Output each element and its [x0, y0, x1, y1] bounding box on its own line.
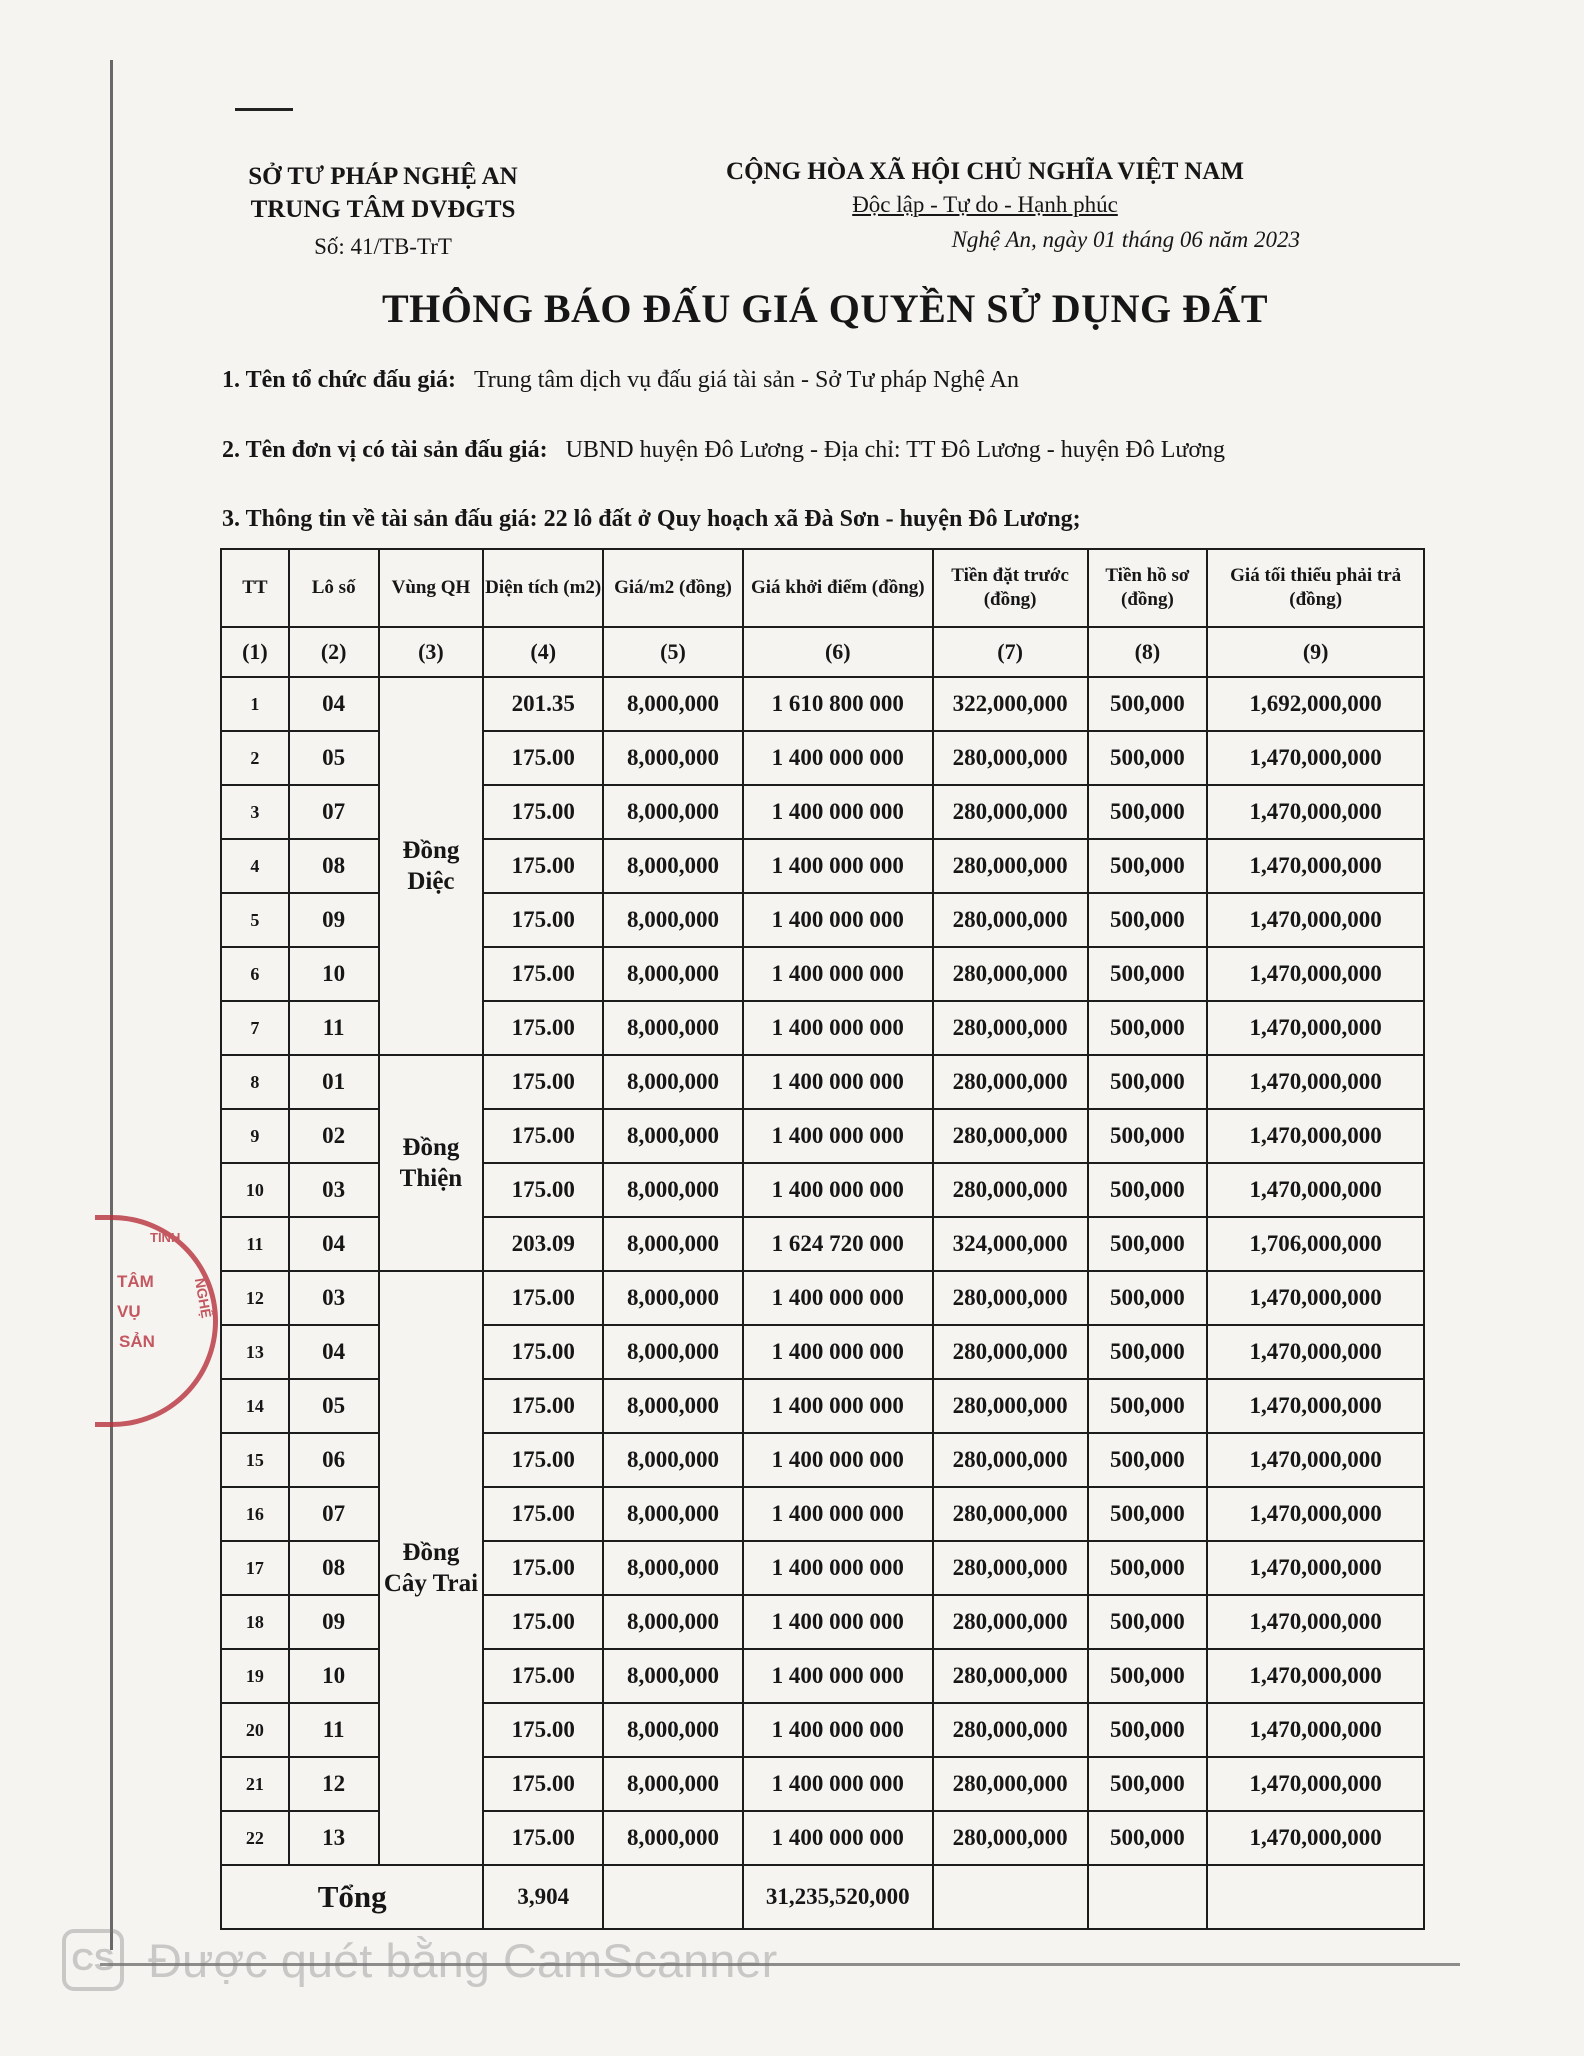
row-min-payment: 1,470,000,000: [1207, 1487, 1424, 1541]
row-lot-number: 02: [289, 1109, 379, 1163]
row-file-fee: 500,000: [1088, 893, 1208, 947]
row-tt: 3: [221, 785, 289, 839]
total-empty-cell: [933, 1865, 1088, 1929]
row-tt: 13: [221, 1325, 289, 1379]
row-tt: 8: [221, 1055, 289, 1109]
row-file-fee: 500,000: [1088, 1109, 1208, 1163]
row-file-fee: 500,000: [1088, 785, 1208, 839]
row-lot-number: 06: [289, 1433, 379, 1487]
row-deposit: 280,000,000: [933, 1001, 1088, 1055]
row-min-payment: 1,470,000,000: [1207, 947, 1424, 1001]
row-file-fee: 500,000: [1088, 1757, 1208, 1811]
row-lot-number: 01: [289, 1055, 379, 1109]
row-min-payment: 1,470,000,000: [1207, 893, 1424, 947]
row-price-per-m2: 8,000,000: [603, 677, 743, 731]
row-start-price: 1 400 000 000: [743, 947, 933, 1001]
row-price-per-m2: 8,000,000: [603, 1433, 743, 1487]
row-price-per-m2: 8,000,000: [603, 731, 743, 785]
row-tt: 18: [221, 1595, 289, 1649]
row-deposit: 280,000,000: [933, 1325, 1088, 1379]
row-start-price: 1 400 000 000: [743, 1541, 933, 1595]
row-tt: 9: [221, 1109, 289, 1163]
row-deposit: 322,000,000: [933, 677, 1088, 731]
column-index: (4): [483, 627, 603, 677]
row-start-price: 1 400 000 000: [743, 1757, 933, 1811]
total-empty-cell: [1207, 1865, 1424, 1929]
watermark-text: Được quét bằng CamScanner: [148, 1933, 778, 1987]
row-area: 175.00: [483, 1055, 603, 1109]
column-index: (5): [603, 627, 743, 677]
row-tt: 12: [221, 1271, 289, 1325]
row-min-payment: 1,470,000,000: [1207, 1109, 1424, 1163]
issuer-header: [218, 160, 548, 263]
info-label: 3. Thông tin về tài sản đấu giá: 22 lô đất ở Quy hoạch xã Đà Sơn - huyện Đô Lương;: [222, 506, 1081, 532]
row-file-fee: 500,000: [1088, 1595, 1208, 1649]
stamp-text: TÂM: [117, 1272, 154, 1291]
row-min-payment: 1,470,000,000: [1207, 1649, 1424, 1703]
row-lot-number: 03: [289, 1163, 379, 1217]
header-tt: TT: [221, 549, 289, 627]
total-empty-cell: [603, 1865, 743, 1929]
row-area: 175.00: [483, 893, 603, 947]
row-tt: 14: [221, 1379, 289, 1433]
row-deposit: 280,000,000: [933, 1109, 1088, 1163]
info-line-organizer: [222, 367, 1019, 394]
planning-zone-cell: Đồng Cây Trai: [379, 1271, 484, 1865]
row-price-per-m2: 8,000,000: [603, 1217, 743, 1271]
column-index-row: [221, 627, 1424, 677]
total-start-price: 31,235,520,000: [743, 1865, 933, 1929]
row-start-price: 1 400 000 000: [743, 1703, 933, 1757]
info-value: UBND huyện Đô Lương - Địa chỉ: TT Đô Lương - huyện Đô Lương: [565, 437, 1226, 463]
row-file-fee: 500,000: [1088, 1217, 1208, 1271]
info-line-asset: [222, 506, 1081, 533]
row-lot-number: 04: [289, 1217, 379, 1271]
total-row: [221, 1865, 1424, 1929]
row-start-price: 1 400 000 000: [743, 1055, 933, 1109]
header-planning-zone: Vùng QH: [379, 549, 484, 627]
row-start-price: 1 400 000 000: [743, 1163, 933, 1217]
row-deposit: 280,000,000: [933, 1811, 1088, 1865]
row-lot-number: 11: [289, 1001, 379, 1055]
row-area: 175.00: [483, 947, 603, 1001]
header-start-price: Giá khởi điểm (đồng): [743, 549, 933, 627]
row-file-fee: 500,000: [1088, 1487, 1208, 1541]
row-min-payment: 1,470,000,000: [1207, 1001, 1424, 1055]
row-lot-number: 04: [289, 677, 379, 731]
row-tt: 1: [221, 677, 289, 731]
row-start-price: 1 400 000 000: [743, 1487, 933, 1541]
row-price-per-m2: 8,000,000: [603, 1271, 743, 1325]
row-min-payment: 1,470,000,000: [1207, 1271, 1424, 1325]
row-file-fee: 500,000: [1088, 1055, 1208, 1109]
row-start-price: 1 400 000 000: [743, 1649, 933, 1703]
column-index: (1): [221, 627, 289, 677]
row-deposit: 280,000,000: [933, 1379, 1088, 1433]
row-deposit: 280,000,000: [933, 1487, 1088, 1541]
row-area: 175.00: [483, 1649, 603, 1703]
row-price-per-m2: 8,000,000: [603, 1325, 743, 1379]
row-min-payment: 1,706,000,000: [1207, 1217, 1424, 1271]
row-price-per-m2: 8,000,000: [603, 839, 743, 893]
row-lot-number: 07: [289, 785, 379, 839]
header-min-payment: Giá tối thiểu phải trả (đồng): [1207, 549, 1424, 627]
row-price-per-m2: 8,000,000: [603, 1379, 743, 1433]
column-index: (2): [289, 627, 379, 677]
row-min-payment: 1,470,000,000: [1207, 731, 1424, 785]
row-price-per-m2: 8,000,000: [603, 1595, 743, 1649]
row-min-payment: 1,470,000,000: [1207, 785, 1424, 839]
row-start-price: 1 400 000 000: [743, 785, 933, 839]
row-area: 175.00: [483, 839, 603, 893]
row-area: 175.00: [483, 1163, 603, 1217]
row-area: 175.00: [483, 1541, 603, 1595]
header-area: Diện tích (m2): [483, 549, 603, 627]
table-row: [221, 1055, 1424, 1109]
row-lot-number: 09: [289, 893, 379, 947]
row-deposit: 324,000,000: [933, 1217, 1088, 1271]
row-lot-number: 07: [289, 1487, 379, 1541]
row-deposit: 280,000,000: [933, 1433, 1088, 1487]
row-min-payment: 1,470,000,000: [1207, 1379, 1424, 1433]
table-row: [221, 677, 1424, 731]
row-min-payment: 1,470,000,000: [1207, 1541, 1424, 1595]
national-header: [660, 155, 1310, 256]
row-area: 201.35: [483, 677, 603, 731]
total-area: 3,904: [483, 1865, 603, 1929]
row-area: 175.00: [483, 731, 603, 785]
header-file-fee: Tiền hồ sơ (đồng): [1088, 549, 1208, 627]
row-min-payment: 1,470,000,000: [1207, 1163, 1424, 1217]
row-area: 175.00: [483, 1379, 603, 1433]
table-header-row: [221, 549, 1424, 627]
row-start-price: 1 400 000 000: [743, 1109, 933, 1163]
row-start-price: 1 610 800 000: [743, 677, 933, 731]
stamp-text: VỤ: [117, 1302, 141, 1321]
row-area: 203.09: [483, 1217, 603, 1271]
row-lot-number: 05: [289, 1379, 379, 1433]
left-margin-line: [110, 60, 113, 1950]
row-area: 175.00: [483, 1433, 603, 1487]
row-min-payment: 1,470,000,000: [1207, 1055, 1424, 1109]
issuer-dept: SỞ TƯ PHÁP NGHỆ AN: [248, 163, 518, 190]
row-deposit: 280,000,000: [933, 1703, 1088, 1757]
row-tt: 4: [221, 839, 289, 893]
red-seal-stamp: [95, 1215, 218, 1427]
row-start-price: 1 400 000 000: [743, 1271, 933, 1325]
row-price-per-m2: 8,000,000: [603, 1487, 743, 1541]
row-tt: 19: [221, 1649, 289, 1703]
row-deposit: 280,000,000: [933, 1595, 1088, 1649]
row-price-per-m2: 8,000,000: [603, 1109, 743, 1163]
planning-zone-cell: Đồng Diệc: [379, 677, 484, 1055]
stamp-text: TỈNH: [150, 1230, 181, 1245]
row-area: 175.00: [483, 1487, 603, 1541]
row-min-payment: 1,470,000,000: [1207, 1757, 1424, 1811]
row-deposit: 280,000,000: [933, 1271, 1088, 1325]
row-lot-number: 04: [289, 1325, 379, 1379]
row-min-payment: 1,470,000,000: [1207, 839, 1424, 893]
info-value: Trung tâm dịch vụ đấu giá tài sản - Sở Tư pháp Nghệ An: [473, 367, 1019, 393]
row-price-per-m2: 8,000,000: [603, 785, 743, 839]
row-min-payment: 1,470,000,000: [1207, 1703, 1424, 1757]
row-price-per-m2: 8,000,000: [603, 1001, 743, 1055]
row-start-price: 1 400 000 000: [743, 839, 933, 893]
stamp-text: SẢN: [119, 1332, 155, 1351]
row-tt: 22: [221, 1811, 289, 1865]
row-deposit: 280,000,000: [933, 1055, 1088, 1109]
row-start-price: 1 400 000 000: [743, 1379, 933, 1433]
column-index: (8): [1088, 627, 1208, 677]
row-deposit: 280,000,000: [933, 731, 1088, 785]
row-tt: 15: [221, 1433, 289, 1487]
row-lot-number: 13: [289, 1811, 379, 1865]
row-deposit: 280,000,000: [933, 785, 1088, 839]
place-date: Nghệ An, ngày 01 tháng 06 năm 2023: [951, 227, 1300, 252]
total-label: Tổng: [221, 1865, 483, 1929]
row-file-fee: 500,000: [1088, 1001, 1208, 1055]
row-deposit: 280,000,000: [933, 947, 1088, 1001]
row-price-per-m2: 8,000,000: [603, 947, 743, 1001]
row-start-price: 1 624 720 000: [743, 1217, 933, 1271]
row-lot-number: 03: [289, 1271, 379, 1325]
row-lot-number: 08: [289, 1541, 379, 1595]
row-file-fee: 500,000: [1088, 1325, 1208, 1379]
row-price-per-m2: 8,000,000: [603, 1757, 743, 1811]
row-min-payment: 1,470,000,000: [1207, 1811, 1424, 1865]
row-area: 175.00: [483, 1757, 603, 1811]
row-deposit: 280,000,000: [933, 1757, 1088, 1811]
row-file-fee: 500,000: [1088, 1541, 1208, 1595]
row-lot-number: 10: [289, 1649, 379, 1703]
row-price-per-m2: 8,000,000: [603, 1163, 743, 1217]
row-lot-number: 08: [289, 839, 379, 893]
header-deposit: Tiền đặt trước (đồng): [933, 549, 1088, 627]
row-tt: 20: [221, 1703, 289, 1757]
row-price-per-m2: 8,000,000: [603, 1703, 743, 1757]
national-motto: Độc lập - Tự do - Hạnh phúc: [852, 192, 1118, 217]
issuer-center: TRUNG TÂM DVĐGTS: [250, 196, 516, 223]
row-area: 175.00: [483, 1811, 603, 1865]
row-start-price: 1 400 000 000: [743, 1595, 933, 1649]
row-lot-number: 11: [289, 1703, 379, 1757]
table-body: [221, 677, 1424, 1865]
row-tt: 11: [221, 1217, 289, 1271]
column-index: (3): [379, 627, 484, 677]
row-area: 175.00: [483, 1325, 603, 1379]
row-deposit: 280,000,000: [933, 1163, 1088, 1217]
camscanner-watermark: [62, 1925, 777, 1995]
row-start-price: 1 400 000 000: [743, 731, 933, 785]
row-lot-number: 09: [289, 1595, 379, 1649]
row-price-per-m2: 8,000,000: [603, 1649, 743, 1703]
row-min-payment: 1,470,000,000: [1207, 1433, 1424, 1487]
info-line-owner: [222, 437, 1225, 464]
row-file-fee: 500,000: [1088, 1649, 1208, 1703]
row-price-per-m2: 8,000,000: [603, 1055, 743, 1109]
planning-zone-cell: Đồng Thiện: [379, 1055, 484, 1271]
row-file-fee: 500,000: [1088, 839, 1208, 893]
row-file-fee: 500,000: [1088, 947, 1208, 1001]
row-file-fee: 500,000: [1088, 1703, 1208, 1757]
info-label: 1. Tên tổ chức đấu giá:: [222, 367, 456, 393]
row-lot-number: 05: [289, 731, 379, 785]
row-tt: 17: [221, 1541, 289, 1595]
row-deposit: 280,000,000: [933, 1649, 1088, 1703]
column-index: (7): [933, 627, 1088, 677]
row-tt: 16: [221, 1487, 289, 1541]
row-start-price: 1 400 000 000: [743, 1811, 933, 1865]
row-area: 175.00: [483, 1595, 603, 1649]
row-file-fee: 500,000: [1088, 1271, 1208, 1325]
row-min-payment: 1,470,000,000: [1207, 1325, 1424, 1379]
row-tt: 10: [221, 1163, 289, 1217]
total-empty-cell: [1088, 1865, 1208, 1929]
column-index: (6): [743, 627, 933, 677]
row-tt: 21: [221, 1757, 289, 1811]
row-file-fee: 500,000: [1088, 1433, 1208, 1487]
row-file-fee: 500,000: [1088, 731, 1208, 785]
row-area: 175.00: [483, 1703, 603, 1757]
row-tt: 5: [221, 893, 289, 947]
row-tt: 7: [221, 1001, 289, 1055]
header-lot-number: Lô số: [289, 549, 379, 627]
row-file-fee: 500,000: [1088, 677, 1208, 731]
row-start-price: 1 400 000 000: [743, 1325, 933, 1379]
row-tt: 2: [221, 731, 289, 785]
row-file-fee: 500,000: [1088, 1811, 1208, 1865]
row-file-fee: 500,000: [1088, 1163, 1208, 1217]
row-area: 175.00: [483, 1109, 603, 1163]
corner-mark: [235, 108, 293, 111]
row-min-payment: 1,692,000,000: [1207, 677, 1424, 731]
column-index: (9): [1207, 627, 1424, 677]
row-deposit: 280,000,000: [933, 1541, 1088, 1595]
row-price-per-m2: 8,000,000: [603, 893, 743, 947]
row-start-price: 1 400 000 000: [743, 893, 933, 947]
document-number: Số: 41/TB-TrT: [314, 234, 452, 259]
row-deposit: 280,000,000: [933, 839, 1088, 893]
table-row: [221, 1271, 1424, 1325]
info-label: 2. Tên đơn vị có tài sản đấu giá:: [222, 437, 548, 463]
row-area: 175.00: [483, 785, 603, 839]
country-name: CỘNG HÒA XÃ HỘI CHỦ NGHĨA VIỆT NAM: [726, 158, 1244, 185]
auction-table: [220, 548, 1425, 1930]
row-start-price: 1 400 000 000: [743, 1433, 933, 1487]
row-file-fee: 500,000: [1088, 1379, 1208, 1433]
row-start-price: 1 400 000 000: [743, 1001, 933, 1055]
row-price-per-m2: 8,000,000: [603, 1811, 743, 1865]
header-price-per-m2: Giá/m2 (đồng): [603, 549, 743, 627]
row-min-payment: 1,470,000,000: [1207, 1595, 1424, 1649]
row-lot-number: 12: [289, 1757, 379, 1811]
row-lot-number: 10: [289, 947, 379, 1001]
document-title: THÔNG BÁO ĐẤU GIÁ QUYỀN SỬ DỤNG ĐẤT: [381, 286, 1269, 331]
row-price-per-m2: 8,000,000: [603, 1541, 743, 1595]
row-area: 175.00: [483, 1271, 603, 1325]
stamp-text: NGHỆ: [191, 1276, 215, 1320]
row-tt: 6: [221, 947, 289, 1001]
camscanner-logo-icon: CS: [62, 1929, 124, 1991]
row-area: 175.00: [483, 1001, 603, 1055]
row-deposit: 280,000,000: [933, 893, 1088, 947]
